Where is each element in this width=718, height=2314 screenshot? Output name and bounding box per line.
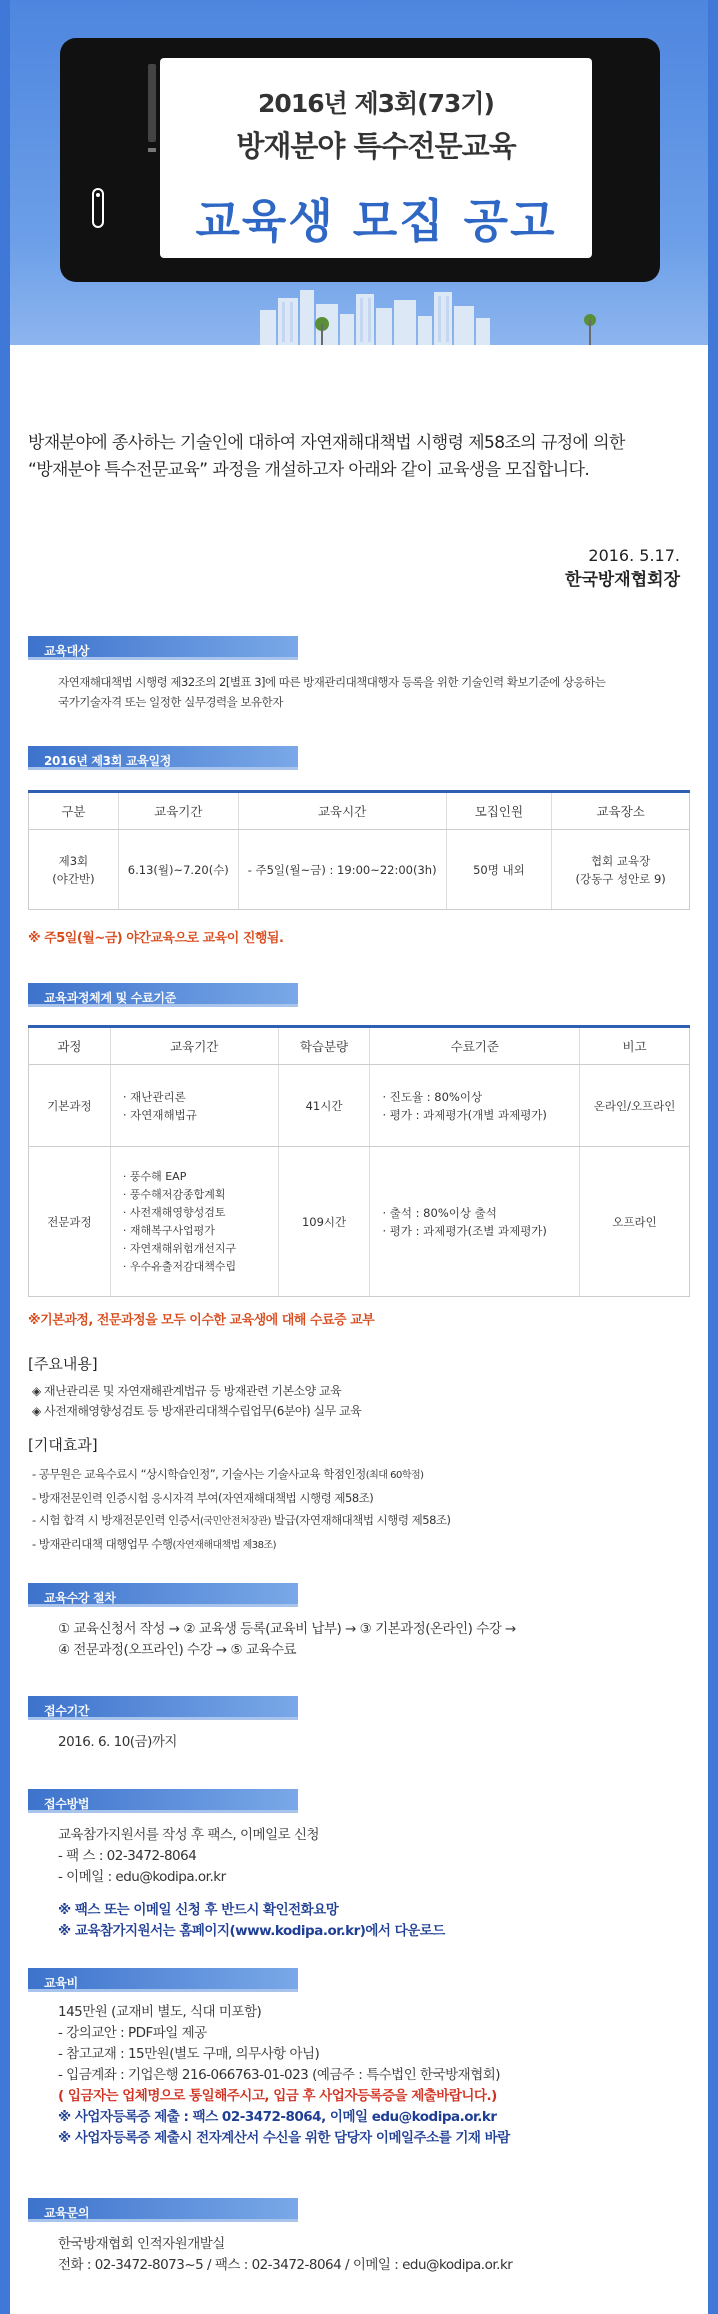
courses-header: 비고	[580, 1027, 690, 1065]
fee-text	[58, 2002, 510, 2149]
effects-item-small: (자연재해대책법 제38조)	[172, 1540, 277, 1551]
course-item: · 자연재해법규	[122, 1107, 197, 1122]
fee-line-3: - 참고교재 : 15만원(별도 구매, 의무사항 아님)	[58, 2046, 320, 2062]
course-item: · 재난관리론	[122, 1089, 186, 1104]
skyline-icon	[10, 290, 708, 345]
schedule-time: - 주5일(월~금) : 19:00~22:00(3h)	[238, 830, 446, 910]
schedule-place-1: 협회 교육장	[591, 853, 651, 868]
procedure-line-1: ① 교육신청서 작성 → ② 교육생 등록(교육비 납부) → ③ 기본과정(온라인) 수강 →	[58, 1621, 516, 1637]
intro-text	[28, 430, 708, 484]
schedule-note: ※ 주5일(월~금) 야간교육으로 교육이 진행됨.	[28, 931, 284, 946]
fee-line-2: - 강의교안 : PDF파일 제공	[58, 2025, 207, 2041]
table-row	[29, 1147, 690, 1297]
course-note: 온라인/오프라인	[580, 1065, 690, 1147]
schedule-header: 모집인원	[446, 792, 552, 830]
course-items	[110, 1147, 278, 1297]
apply-note-1: ※ 팩스 또는 이메일 신청 후 반드시 확인전화요망	[58, 1902, 339, 1918]
schedule-type-2: (야간반)	[52, 871, 95, 886]
section-label-target: 교육대상	[28, 636, 298, 660]
effects-item-small: (국민안전처장관)	[199, 1516, 271, 1527]
table-row	[29, 1065, 690, 1147]
fee-line-1: 145만원 (교재비 별도, 식대 미포함)	[58, 2004, 262, 2020]
apply-line-2: - 팩 스 : 02-3472-8064	[58, 1848, 197, 1864]
section-label-contact: 교육문의	[28, 2198, 298, 2222]
criteria-item: · 평가 : 과제평가(개별 과제평가)	[382, 1107, 547, 1122]
city-skyline-illustration	[10, 290, 708, 345]
courses-header: 수료기준	[370, 1027, 580, 1065]
course-item: · 자연재해위험개선지구	[122, 1241, 237, 1255]
effects-item-text: - 방재전문인력 인증시험 응시자격 부여(자연재해대책법 시행령 제58조)	[32, 1491, 374, 1505]
effects-item	[32, 1487, 451, 1509]
contents-title: [주요내용]	[28, 1355, 98, 1373]
course-item: · 우수유출저감대책수립	[122, 1259, 237, 1273]
phone-side-dot	[148, 148, 156, 152]
effects-list	[32, 1463, 451, 1557]
contents-item: ◈ 재난관리론 및 자연재해관계법규 등 방재관련 기본소양 교육	[32, 1384, 342, 1398]
schedule-capacity: 50명 내외	[446, 830, 552, 910]
target-line-1: 자연재해대책법 시행령 제32조의 2[별표 3]에 따른 방재관리대책대행자 등록을 위한 기술인력 확보기준에 상응하는	[58, 675, 606, 689]
course-item: · 풍수해저감종합계획	[122, 1187, 226, 1201]
courses-table	[28, 1025, 690, 1297]
courses-header: 학습분량	[278, 1027, 370, 1065]
contents-item: ◈ 사전재해영향성검토 등 방재관리대책수립업무(6분야) 실무 교육	[32, 1404, 362, 1418]
page-title: 교육생 모집 공고	[195, 194, 557, 248]
course-item: · 사전재해영향성검토	[122, 1205, 226, 1219]
header-subtitle-1: 2016년 제3회(73기)	[258, 89, 494, 118]
fee-deposit-note: ( 입금자는 업체명으로 통일해주시고, 입금 후 사업자등록증을 제출바랍니다.)	[58, 2088, 497, 2104]
spacer	[58, 1888, 445, 1900]
intro-line-2: “방재분야 특수전문교육” 과정을 개설하고자 아래와 같이 교육생을 모집합니다.	[28, 460, 590, 480]
effects-item-text: - 시험 합격 시 방재전문인력 인증서	[32, 1513, 200, 1527]
section-label-schedule: 2016년 제3회 교육일정	[28, 746, 298, 770]
fee-line-4: - 입금계좌 : 기업은행 216-066763-01-023 (예금주 : 특수법인 한국방재협회)	[58, 2067, 501, 2083]
courses-note: ※기본과정, 전문과정을 모두 이수한 교육생에 대해 수료증 교부	[28, 1313, 375, 1328]
phone-screen	[160, 58, 592, 258]
contents-list	[32, 1381, 361, 1421]
section-label-courses: 교육과정체계 및 수료기준	[28, 983, 298, 1007]
course-criteria	[370, 1065, 580, 1147]
procedure-line-2: ④ 전문과정(오프라인) 수강 → ⑤ 교육수료	[58, 1642, 297, 1658]
effects-item-small: (최대 60학점)	[365, 1470, 424, 1481]
schedule-table	[28, 790, 690, 910]
course-item: · 풍수해 EAP	[122, 1169, 187, 1183]
schedule-header: 구분	[29, 792, 119, 830]
course-name: 기본과정	[29, 1065, 111, 1147]
procedure-text	[58, 1619, 516, 1661]
effects-title: [기대효과]	[28, 1436, 98, 1454]
effects-item	[32, 1533, 451, 1557]
course-item: · 재해복구사업평가	[122, 1223, 215, 1237]
courses-header: 과정	[29, 1027, 111, 1065]
criteria-item: · 출석 : 80%이상 출석	[382, 1205, 497, 1220]
contact-line-2: 전화 : 02-3472-8073~5 / 팩스 : 02-3472-8064 / 이메일 : edu@kodipa.or.kr	[58, 2257, 513, 2273]
table-row	[29, 830, 690, 910]
phone-side-button	[148, 64, 156, 142]
target-text	[58, 672, 605, 712]
apply-text	[58, 1825, 445, 1942]
course-items	[110, 1065, 278, 1147]
course-note: 오프라인	[580, 1147, 690, 1297]
contact-text	[58, 2234, 512, 2276]
schedule-type-1: 제3회	[58, 853, 89, 868]
deadline-value: 2016. 6. 10(금)까지	[58, 1734, 177, 1750]
effects-item-text: - 공무원은 교육수료시 “상시학습인정”, 기술사는 기술사교육 학점인정	[32, 1467, 366, 1481]
apply-line-1: 교육참가지원서를 작성 후 팩스, 이메일로 신청	[58, 1827, 320, 1843]
section-label-fee: 교육비	[28, 1968, 298, 1992]
fee-note-1: ※ 사업자등록증 제출 : 팩스 02-3472-8064, 이메일 edu@kodipa.or.kr	[58, 2109, 497, 2125]
apply-note-2: ※ 교육참가지원서는 홈페이지(www.kodipa.or.kr)에서 다운로드	[58, 1923, 445, 1939]
section-label-procedure: 교육수강 절차	[28, 1583, 298, 1607]
schedule-period: 6.13(월)~7.20(수)	[118, 830, 238, 910]
contact-line-1: 한국방재협회 인적자원개발실	[58, 2236, 225, 2252]
course-hours: 41시간	[278, 1065, 370, 1147]
course-hours: 109시간	[278, 1147, 370, 1297]
course-criteria	[370, 1147, 580, 1297]
target-line-2: 국가기술자격 또는 일정한 실무경력을 보유한자	[58, 695, 283, 709]
courses-header: 교육기간	[110, 1027, 278, 1065]
home-button-icon	[92, 188, 104, 228]
apply-line-3: - 이메일 : edu@kodipa.or.kr	[58, 1869, 226, 1885]
issuer-name: 한국방재협회장	[565, 570, 680, 590]
course-name: 전문과정	[29, 1147, 111, 1297]
schedule-header: 교육장소	[552, 792, 690, 830]
fee-note-2: ※ 사업자등록증 제출시 전자계산서 수신을 위한 담당자 이메일주소를 기재 바람	[58, 2130, 510, 2146]
effects-item	[32, 1509, 451, 1533]
phone-frame	[60, 38, 660, 282]
schedule-header: 교육시간	[238, 792, 446, 830]
intro-line-1: 방재분야에 종사하는 기술인에 대하여 자연재해대책법 시행령 제58조의 규정에 의한	[28, 433, 625, 453]
schedule-place	[552, 830, 690, 910]
criteria-item: · 평가 : 과제평가(조별 과제평가)	[382, 1223, 547, 1238]
header-banner	[10, 0, 708, 345]
section-label-apply: 접수방법	[28, 1789, 298, 1813]
effects-item-text: - 방재관리대책 대행업무 수행	[32, 1537, 173, 1551]
effects-item	[32, 1463, 451, 1487]
header-subtitle-2: 방재분야 특수전문교육	[236, 129, 516, 163]
schedule-type	[29, 830, 119, 910]
section-label-deadline: 접수기간	[28, 1696, 298, 1720]
criteria-item: · 진도율 : 80%이상	[382, 1089, 483, 1104]
notice-date: 2016. 5.17.	[588, 546, 680, 565]
schedule-header: 교육기간	[118, 792, 238, 830]
effects-item-tail: 발급(자연재해대책법 시행령 제58조)	[270, 1513, 451, 1527]
schedule-place-2: (강동구 성안로 9)	[575, 871, 666, 886]
